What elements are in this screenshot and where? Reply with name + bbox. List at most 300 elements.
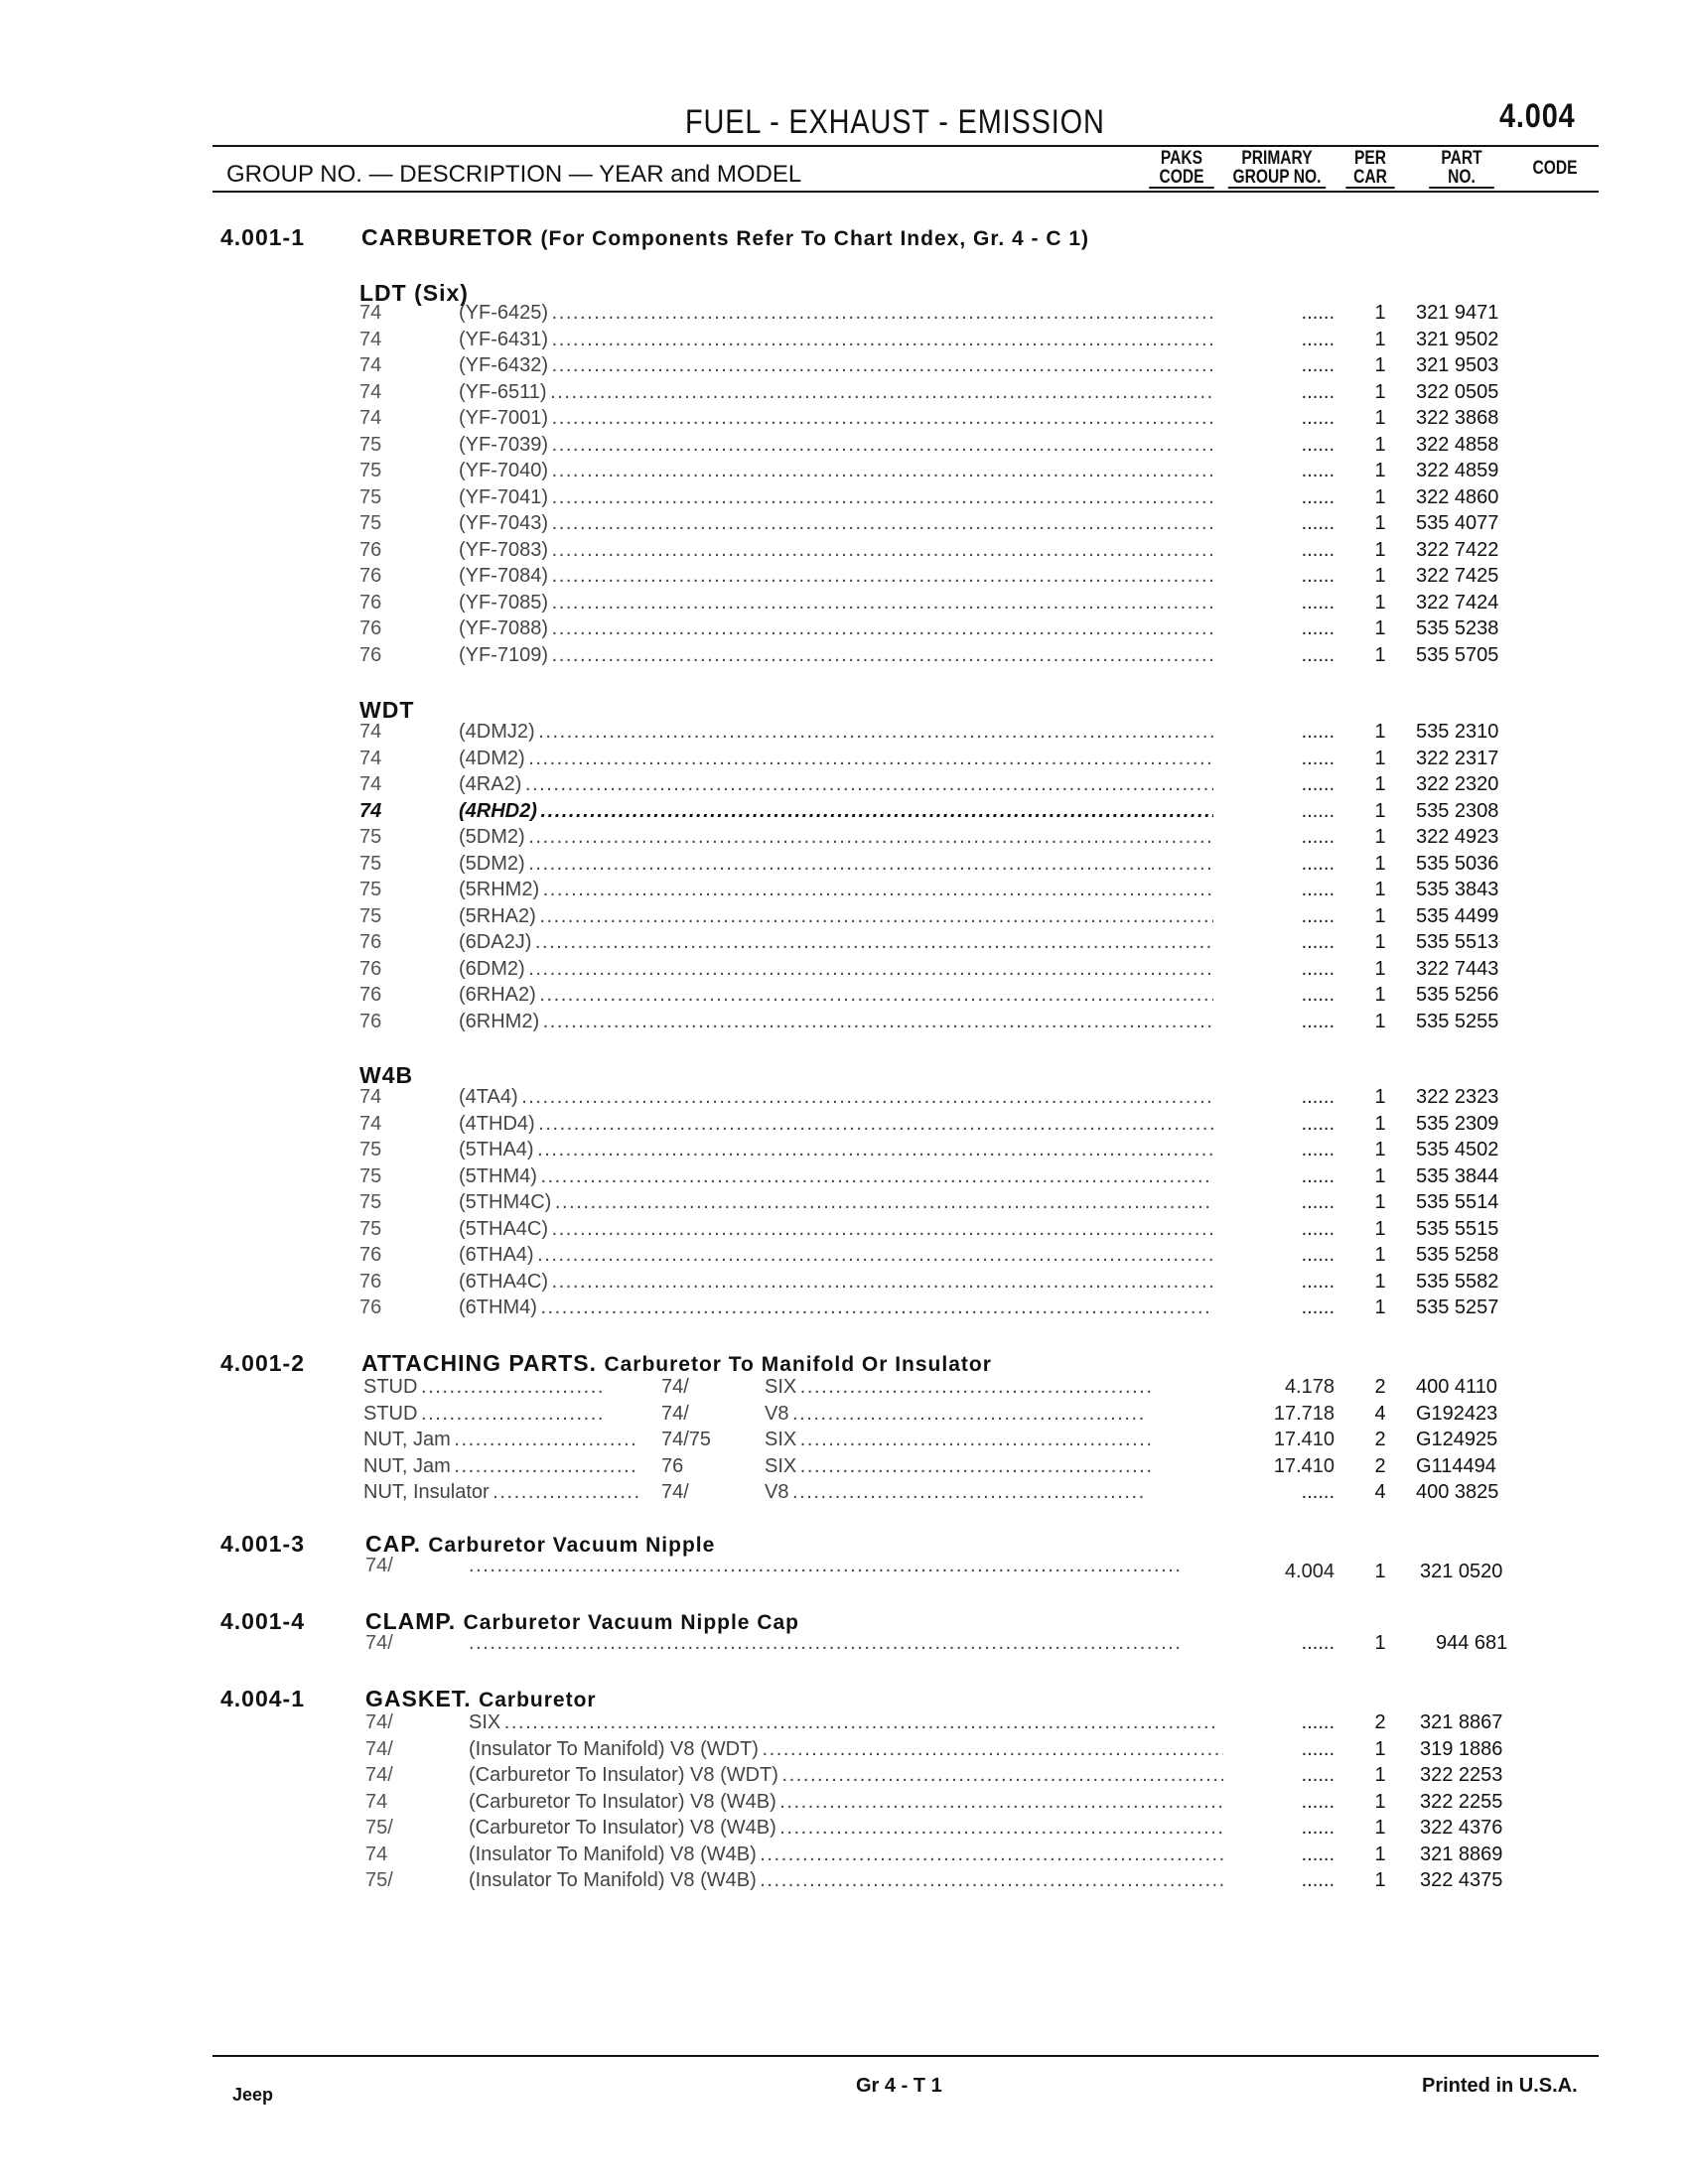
footer-section-ref: Gr 4 - T 1 (856, 2075, 942, 2097)
primary-group-cell: ...... (1301, 1737, 1335, 1760)
header-rule-top (212, 145, 1599, 147)
qty-cell: 1 (1374, 1112, 1386, 1135)
part-no-cell: 535 5258 (1416, 1244, 1499, 1266)
primary-group-cell: ...... (1301, 852, 1335, 875)
part-no-cell: 535 5256 (1416, 984, 1499, 1006)
group-title-note: Carburetor (479, 1689, 597, 1711)
engine-cell: SIX . . . (765, 1455, 1217, 1478)
group-number: 4.001-1 (220, 224, 306, 250)
qty-cell: 1 (1374, 1764, 1386, 1786)
desc-cell: (YF-7084) . . . (459, 565, 1213, 588)
year-cell: 74 (365, 1843, 388, 1865)
group-no-label: GROUP NO. (1228, 168, 1326, 189)
code-label: CODE (1149, 168, 1214, 189)
year-cell: 74/ (365, 1764, 393, 1786)
desc-cell: (YF-6432) . . . (459, 354, 1213, 377)
group-number: 4.004-1 (220, 1686, 306, 1711)
part-no-cell: 321 9502 (1416, 328, 1499, 350)
primary-group-cell: ...... (1301, 1790, 1335, 1813)
part-no-cell: 322 7422 (1416, 538, 1499, 561)
group-title (361, 1350, 992, 1377)
primary-group-cell: ...... (1301, 747, 1335, 769)
table-row (359, 1244, 1601, 1271)
qty-cell: 1 (1374, 460, 1386, 481)
primary-group-cell: ...... (1301, 354, 1335, 376)
table-row (363, 1376, 1605, 1403)
table-row (359, 434, 1601, 461)
primary-group-cell: ...... (1301, 1139, 1335, 1160)
part-no-cell: 535 5515 (1416, 1217, 1499, 1240)
year-cell: 76 (359, 957, 382, 980)
group-title (361, 224, 1089, 251)
part-no-cell: 322 2317 (1416, 747, 1499, 769)
qty-cell: 1 (1374, 1244, 1386, 1266)
desc-cell: (Carburetor To Insulator) V8 (WDT) . . . (469, 1764, 1223, 1787)
desc-cell: (Insulator To Manifold) V8 (W4B) . . . (469, 1843, 1223, 1866)
table-row (359, 617, 1601, 644)
column-header-primary-group (1228, 149, 1326, 189)
year-cell: 76 (359, 1270, 382, 1293)
qty-cell: 2 (1374, 1429, 1386, 1450)
year-cell: 75 (359, 904, 382, 927)
primary-group-cell: ...... (1301, 957, 1335, 980)
table-row (359, 958, 1601, 985)
clamp-rows (365, 1632, 1607, 1659)
qty-cell: 1 (1374, 799, 1386, 822)
year-cell: 76 (359, 1297, 382, 1318)
qty-cell: 4 (1374, 1481, 1386, 1503)
desc-cell: (YF-7109) . . . (459, 644, 1213, 667)
year-cell: 74 (359, 380, 382, 403)
year-cell: 75 (359, 1191, 382, 1213)
desc-cell: (YF-7088) . . . (459, 617, 1213, 640)
part-no-cell: 535 2308 (1416, 799, 1499, 822)
primary-group-cell: ...... (1301, 512, 1335, 534)
part-no-cell: 322 7425 (1416, 565, 1499, 587)
primary-group-cell: ...... (1301, 1010, 1335, 1032)
primary-group-cell: ...... (1301, 1843, 1335, 1865)
part-no-cell: 322 4376 (1420, 1817, 1503, 1839)
year-cell: 74 (359, 302, 382, 324)
qty-cell: 1 (1374, 721, 1386, 743)
qty-cell: 1 (1374, 931, 1386, 953)
desc-cell: (6DM2) . . . (459, 958, 1213, 981)
qty-cell: 1 (1374, 485, 1386, 508)
primary-group-cell: ...... (1301, 1217, 1335, 1240)
part-no-cell: 322 4375 (1420, 1869, 1503, 1891)
table-row (365, 1632, 1607, 1659)
year-cell: 74/ (661, 1402, 689, 1425)
desc-cell: (YF-7039) . . . (459, 434, 1213, 457)
desc-cell: (4TA4) . . . (459, 1086, 1213, 1109)
table-row (359, 1086, 1601, 1113)
desc-cell: (5THA4C) . . . (459, 1218, 1213, 1241)
qty-cell: 1 (1374, 538, 1386, 561)
year-cell: 74/ (365, 1711, 393, 1733)
qty-cell: 1 (1374, 328, 1386, 350)
qty-cell: 1 (1374, 1561, 1386, 1582)
table-row (365, 1711, 1607, 1738)
code-column-label: CODE (1532, 158, 1578, 179)
page-title: FUEL - EXHAUST - EMISSION (685, 103, 1105, 141)
part-no-cell: 322 2253 (1420, 1764, 1503, 1786)
table-row (359, 407, 1601, 434)
table-row (359, 512, 1601, 539)
qty-cell: 1 (1374, 1737, 1386, 1760)
desc-cell: (6DA2J) . . . (459, 931, 1213, 954)
footer-printed: Printed in U.S.A. (1422, 2075, 1578, 2097)
primary-group-cell: ...... (1301, 460, 1335, 481)
table-row (359, 853, 1601, 880)
table-row (363, 1481, 1605, 1508)
part-no-cell: 322 7443 (1416, 957, 1499, 980)
desc-cell (469, 1555, 1223, 1577)
paks-label: PAKS (1160, 148, 1203, 169)
qty-cell: 1 (1374, 1191, 1386, 1213)
table-row (359, 486, 1601, 513)
part-no-cell: 535 5036 (1416, 852, 1499, 875)
table-row (359, 460, 1601, 486)
part-no-cell: 322 7424 (1416, 591, 1499, 614)
column-header-code (1522, 159, 1588, 178)
year-cell: 75 (359, 512, 382, 534)
year-cell: 76 (359, 617, 382, 639)
qty-cell: 1 (1374, 565, 1386, 587)
desc-cell: (6RHA2) . . . (459, 984, 1213, 1007)
primary-group-cell: ...... (1301, 485, 1335, 508)
table-row (359, 1271, 1601, 1297)
primary-group-cell: ...... (1301, 826, 1335, 848)
part-no-cell: 322 4923 (1416, 826, 1499, 848)
primary-group-cell: ...... (1301, 773, 1335, 795)
engine-cell: SIX . . . (765, 1429, 1217, 1451)
desc-cell: (YF-6431) . . . (459, 329, 1213, 351)
engine-cell: SIX . . . (765, 1376, 1217, 1399)
desc-cell: (YF-7041) . . . (459, 486, 1213, 509)
subsection-wdt-rows (359, 721, 1601, 1036)
table-row (359, 826, 1601, 853)
primary-group-cell: ...... (1301, 1297, 1335, 1318)
part-no-cell: 535 3843 (1416, 879, 1499, 900)
qty-cell: 1 (1374, 1270, 1386, 1293)
desc-cell: (6RHM2) . . . (459, 1011, 1213, 1033)
primary-group-cell: ...... (1301, 617, 1335, 639)
year-cell: 74 (365, 1790, 388, 1813)
qty-cell: 1 (1374, 1843, 1386, 1865)
primary-group-cell: ...... (1301, 380, 1335, 403)
qty-cell: 1 (1374, 773, 1386, 795)
primary-group-cell: ...... (1301, 721, 1335, 743)
part-no-cell: 321 8869 (1420, 1843, 1503, 1865)
part-no-cell: 322 2255 (1420, 1790, 1503, 1813)
year-cell: 74/ (661, 1376, 689, 1398)
year-cell: 75 (359, 485, 382, 508)
part-no-cell: 535 5514 (1416, 1191, 1499, 1213)
part-no-cell: 400 4110 (1416, 1376, 1497, 1398)
qty-cell: 1 (1374, 1790, 1386, 1813)
table-row (359, 1191, 1601, 1218)
desc-cell: (5RHA2) . . . (459, 905, 1213, 928)
part-no-cell: 321 9503 (1416, 354, 1499, 376)
qty-cell: 2 (1374, 1711, 1386, 1733)
table-row (359, 721, 1601, 748)
primary-group-cell: ...... (1301, 1164, 1335, 1187)
group-title-note: Carburetor Vacuum Nipple Cap (463, 1611, 799, 1634)
desc-cell (469, 1632, 1223, 1655)
table-row (365, 1555, 1607, 1581)
primary-group-cell: ...... (1301, 904, 1335, 927)
primary-group-cell: 4.178 (1284, 1376, 1335, 1398)
qty-cell: 1 (1374, 904, 1386, 927)
year-cell: 76 (359, 565, 382, 587)
qty-cell: 1 (1374, 747, 1386, 769)
table-row (359, 539, 1601, 566)
primary-group-cell: ...... (1301, 407, 1335, 429)
year-cell: 76 (359, 1010, 382, 1032)
desc-cell: (5THA4) . . . (459, 1139, 1213, 1161)
group-title-main: CAP. (365, 1531, 421, 1557)
primary-group-cell: ...... (1301, 591, 1335, 614)
qty-cell: 1 (1374, 1086, 1386, 1108)
part-no-cell: 535 2310 (1416, 721, 1499, 743)
desc-cell: (6THA4C) . . . (459, 1271, 1213, 1294)
qty-cell: 1 (1374, 617, 1386, 639)
qty-cell: 1 (1374, 1139, 1386, 1160)
table-row (363, 1429, 1605, 1455)
part-no-cell: 321 8867 (1420, 1711, 1503, 1733)
cap-rows (365, 1555, 1607, 1581)
primary-group-cell: ...... (1301, 538, 1335, 561)
table-row (359, 592, 1601, 618)
desc-cell: (6THM4) . . . (459, 1297, 1213, 1319)
part-no-cell: 322 0505 (1416, 380, 1499, 403)
year-cell: 76 (661, 1454, 684, 1477)
part-no-cell: 535 5513 (1416, 931, 1499, 953)
primary-group-cell: 17.410 (1273, 1454, 1335, 1477)
footer-brand: Jeep (232, 2085, 274, 2105)
desc-cell: (Insulator To Manifold) V8 (W4B) . . . (469, 1869, 1223, 1892)
table-row (359, 644, 1601, 671)
part-no-cell: 535 5582 (1416, 1270, 1499, 1293)
group-title-main: GASKET. (365, 1686, 472, 1711)
year-cell: 76 (359, 538, 382, 561)
primary-group-cell: 4.004 (1284, 1561, 1335, 1582)
part-no-cell: 400 3825 (1416, 1481, 1499, 1503)
year-cell: 75 (359, 1164, 382, 1187)
desc-cell: (4DM2) . . . (459, 748, 1213, 770)
qty-cell: 2 (1374, 1376, 1386, 1398)
year-cell: 74 (359, 721, 382, 743)
table-row (363, 1403, 1605, 1430)
engine-cell: V8 . . . (765, 1481, 1217, 1504)
qty-cell: 1 (1374, 852, 1386, 875)
qty-cell: 1 (1374, 1632, 1386, 1654)
primary-group-cell: ...... (1301, 931, 1335, 953)
part-no-cell: 535 3844 (1416, 1164, 1499, 1187)
column-header-paks-code (1149, 149, 1214, 189)
part-label: PART (1441, 148, 1482, 169)
year-cell: 74 (359, 407, 382, 429)
qty-cell: 1 (1374, 1217, 1386, 1240)
qty-cell: 1 (1374, 984, 1386, 1006)
primary-group-cell: ...... (1301, 302, 1335, 324)
table-row (359, 565, 1601, 592)
year-cell: 75 (359, 460, 382, 481)
qty-cell: 1 (1374, 1297, 1386, 1318)
part-no-cell: 322 4858 (1416, 433, 1499, 456)
qty-cell: 1 (1374, 957, 1386, 980)
qty-cell: 2 (1374, 1454, 1386, 1477)
table-row (359, 381, 1601, 408)
desc-cell: (5THM4) . . . (459, 1165, 1213, 1188)
desc-cell: (YF-6511) . . . (459, 381, 1213, 404)
table-row (359, 1297, 1601, 1323)
part-no-cell: 535 5257 (1416, 1297, 1499, 1318)
qty-cell: 1 (1374, 354, 1386, 376)
year-cell: 74 (359, 747, 382, 769)
year-cell: 76 (359, 1244, 382, 1266)
part-no-cell: G124925 (1416, 1429, 1498, 1450)
desc-cell: (YF-7043) . . . (459, 512, 1213, 535)
part-no-cell: 535 2309 (1416, 1112, 1499, 1135)
year-cell: 74 (359, 773, 382, 795)
table-row (363, 1455, 1605, 1482)
group-title (365, 1531, 715, 1558)
desc-cell: (4THD4) . . . (459, 1113, 1213, 1136)
group-number: 4.001-3 (220, 1531, 306, 1557)
primary-label: PRIMARY (1241, 148, 1313, 169)
part-name-cell: NUT, Insulator . . . (363, 1481, 641, 1504)
per-label: PER (1353, 148, 1387, 169)
primary-group-cell: ...... (1301, 1764, 1335, 1786)
part-name-cell: NUT, Jam . . . (363, 1429, 641, 1451)
engine-cell: V8 . . . (765, 1403, 1217, 1426)
qty-cell: 1 (1374, 591, 1386, 614)
group-title-note: Carburetor Vacuum Nipple (428, 1534, 716, 1557)
year-cell: 75 (359, 433, 382, 456)
part-no-cell: 535 5255 (1416, 1010, 1499, 1032)
qty-cell: 1 (1374, 433, 1386, 456)
primary-group-cell: ...... (1301, 1632, 1335, 1654)
group-number: 4.001-4 (220, 1608, 306, 1634)
primary-group-cell: ...... (1301, 1270, 1335, 1293)
primary-group-cell: ...... (1301, 1481, 1335, 1503)
header-rule-bottom (212, 191, 1599, 193)
column-header-description: GROUP NO. — DESCRIPTION — YEAR and MODEL (226, 161, 802, 188)
desc-cell: (5RHM2) . . . (459, 879, 1213, 901)
column-header-part-no (1429, 149, 1494, 189)
part-no-cell: 322 4859 (1416, 460, 1499, 481)
table-row (365, 1869, 1607, 1896)
part-no-cell: 322 4860 (1416, 485, 1499, 508)
table-row (365, 1738, 1607, 1765)
group-title (365, 1608, 799, 1635)
table-row (359, 1139, 1601, 1165)
year-cell: 76 (359, 984, 382, 1006)
qty-cell: 1 (1374, 380, 1386, 403)
desc-cell: (4RHD2) . . . (459, 800, 1213, 823)
primary-group-cell: ...... (1301, 643, 1335, 666)
year-cell: 74 (359, 1112, 382, 1135)
year-cell: 75/ (365, 1869, 393, 1891)
year-cell: 74/ (365, 1737, 393, 1760)
qty-cell: 1 (1374, 1869, 1386, 1891)
year-cell: 74/ (661, 1481, 689, 1503)
qty-cell: 1 (1374, 407, 1386, 429)
table-row (365, 1817, 1607, 1843)
part-no-cell: G114494 (1416, 1454, 1496, 1477)
desc-cell: (YF-7001) . . . (459, 407, 1213, 430)
subsection-w4b-rows (359, 1086, 1601, 1323)
table-row (359, 1218, 1601, 1245)
part-no-cell: 319 1886 (1420, 1737, 1503, 1760)
footer-rule (212, 2055, 1599, 2057)
qty-cell: 1 (1374, 302, 1386, 324)
subsection-label: LDT (Six) (359, 280, 469, 306)
primary-group-cell: ...... (1301, 1086, 1335, 1108)
primary-group-cell: ...... (1301, 1711, 1335, 1733)
year-cell: 74 (359, 354, 382, 376)
primary-group-cell: ...... (1301, 879, 1335, 900)
desc-cell: (Insulator To Manifold) V8 (WDT) . . . (469, 1738, 1223, 1761)
table-row (359, 748, 1601, 774)
primary-group-cell: 17.718 (1273, 1402, 1335, 1425)
qty-cell: 1 (1374, 1164, 1386, 1187)
qty-cell: 1 (1374, 643, 1386, 666)
year-cell: 74/ (365, 1632, 393, 1654)
group-title-note: Carburetor To Manifold Or Insulator (604, 1353, 992, 1376)
year-cell: 75/ (365, 1817, 393, 1839)
table-row (359, 302, 1601, 329)
qty-cell: 1 (1374, 1817, 1386, 1839)
part-no-cell: 535 4077 (1416, 512, 1499, 534)
table-row (359, 1113, 1601, 1140)
table-row (359, 1165, 1601, 1192)
group-title (365, 1686, 597, 1712)
column-header-per-car (1345, 149, 1394, 189)
part-no-cell: G192423 (1416, 1402, 1498, 1425)
primary-group-cell: ...... (1301, 433, 1335, 456)
year-cell: 74/ (365, 1555, 393, 1576)
qty-cell: 1 (1374, 826, 1386, 848)
group-title-main: CLAMP. (365, 1608, 457, 1634)
year-cell: 74 (359, 1086, 382, 1108)
year-cell: 74 (359, 328, 382, 350)
year-cell: 76 (359, 931, 382, 953)
table-row (359, 800, 1601, 827)
car-label: CAR (1345, 168, 1394, 189)
part-name-cell: STUD . . . (363, 1403, 641, 1426)
part-no-cell: 322 2323 (1416, 1086, 1499, 1108)
desc-cell: (5DM2) . . . (459, 853, 1213, 876)
primary-group-cell: ...... (1301, 1191, 1335, 1213)
desc-cell: (YF-7040) . . . (459, 460, 1213, 482)
part-no-cell: 321 0520 (1420, 1561, 1503, 1582)
part-no-cell: 535 4502 (1416, 1139, 1499, 1160)
table-row (359, 773, 1601, 800)
page-number: 4.004 (1499, 97, 1576, 135)
desc-cell: (Carburetor To Insulator) V8 (W4B) . . . (469, 1791, 1223, 1814)
desc-cell: (YF-6425) . . . (459, 302, 1213, 325)
desc-cell: (4DMJ2) . . . (459, 721, 1213, 744)
desc-cell: (5DM2) . . . (459, 826, 1213, 849)
table-row (359, 984, 1601, 1011)
group-title-note: (For Components Refer To Chart Index, Gr. 4 - C 1) (540, 227, 1090, 250)
desc-cell: SIX . . . (469, 1711, 1223, 1734)
group-number: 4.001-2 (220, 1350, 306, 1376)
attaching-parts-rows (363, 1376, 1605, 1508)
desc-cell: (YF-7083) . . . (459, 539, 1213, 562)
